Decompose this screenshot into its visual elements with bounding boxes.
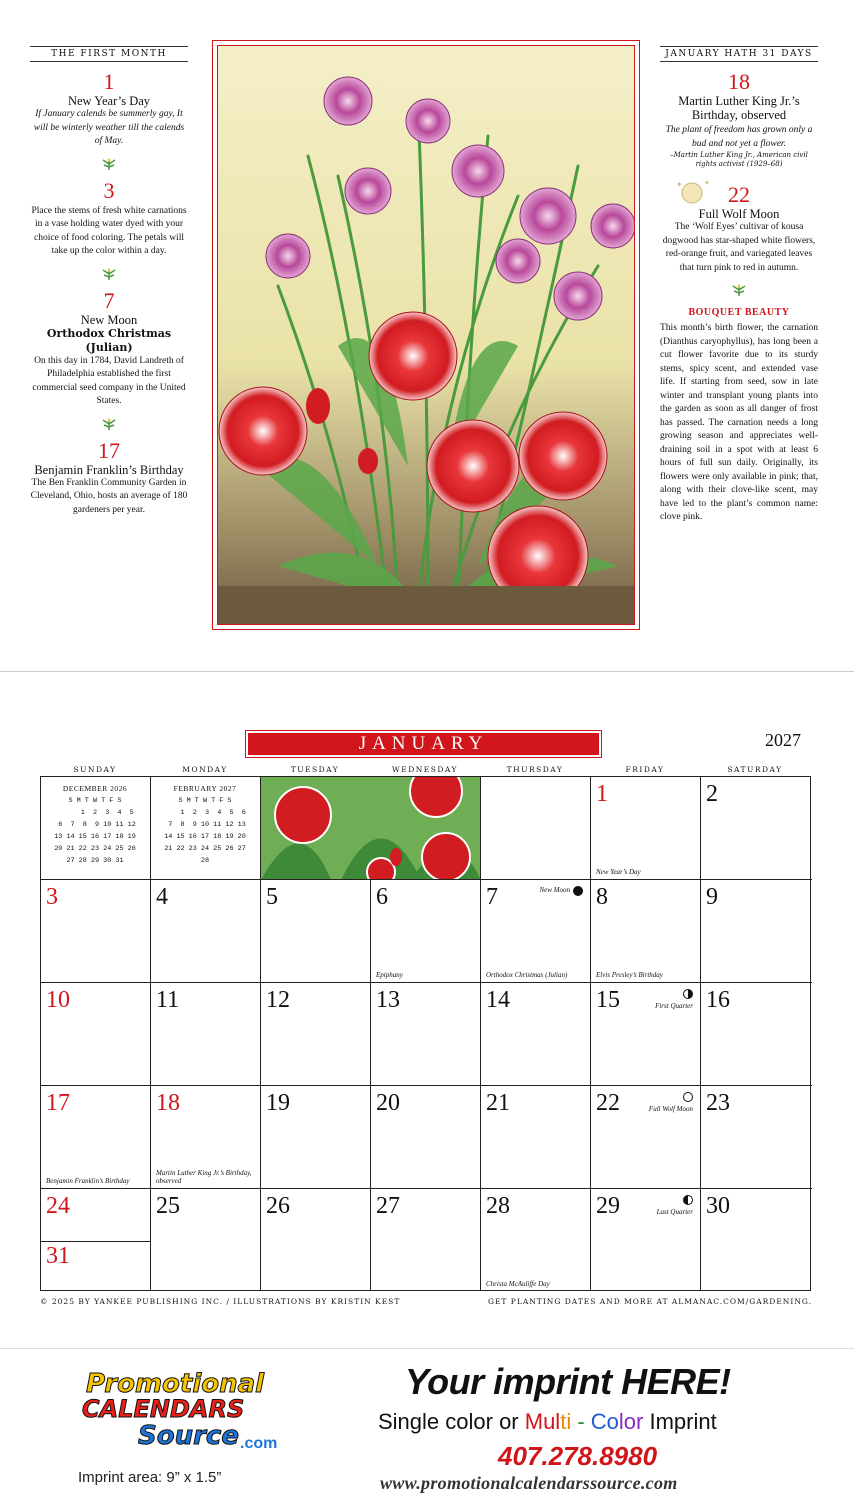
weekday-sunday: SUNDAY (73, 765, 117, 774)
right-entries (660, 70, 818, 525)
entry-body: If January calends be summerly gay, It will be winterly weather till the calends of May. (33, 109, 185, 146)
day-cell-28[interactable] (481, 1189, 591, 1291)
moon-stars-icon (672, 177, 712, 207)
day-cell-11[interactable] (151, 983, 261, 1086)
day-cell-17[interactable] (41, 1086, 151, 1189)
weekday-tuesday: TUESDAY (290, 765, 340, 774)
day-number: 30 (706, 1193, 730, 1219)
sprig-icon (98, 157, 120, 171)
calendar-grid (40, 776, 811, 1291)
day-cell-15[interactable] (591, 983, 701, 1086)
day-cell-2[interactable] (701, 777, 812, 880)
day-cell-14[interactable] (481, 983, 591, 1086)
day-number: 10 (46, 987, 70, 1013)
entry-title: Benjamin Franklin’s Birthday (34, 462, 184, 477)
entry-body: The plant of freedom has grown only a bud and not yet a flower. (665, 125, 813, 149)
day-number: 27 (376, 1193, 400, 1219)
carnation-flowers-image (218, 46, 635, 625)
cell-prev-month (41, 777, 151, 880)
entry-title: New Moon (80, 312, 138, 327)
minical-week: 20 21 22 23 24 25 26 (54, 845, 136, 853)
sprig-icon (98, 417, 120, 431)
day-cell-18[interactable] (151, 1086, 261, 1189)
moon-phase-label: Full Wolf Moon (648, 1105, 693, 1113)
day-cell-29[interactable] (591, 1189, 701, 1291)
imprint-area-size: Imprint area: 9” x 1.5” (78, 1469, 222, 1486)
day-number: 14 (486, 987, 510, 1013)
day-cell-13[interactable] (371, 983, 481, 1086)
multi-color-text: Multi - Color (524, 1409, 644, 1434)
entry-17 (30, 439, 188, 518)
minical-weekdays: S M T W T F S (178, 797, 232, 805)
entry-title: New Year’s Day (67, 94, 151, 108)
day-number: 5 (266, 884, 278, 910)
sprig-icon (98, 267, 120, 281)
day-cell-16[interactable] (701, 983, 812, 1086)
day-number: 3 (46, 884, 58, 910)
day-number: 4 (156, 884, 168, 910)
day-number: 19 (266, 1090, 290, 1116)
moon-phase-first-icon (683, 989, 693, 999)
day-number: 21 (486, 1090, 510, 1116)
day-number: 17 (46, 1090, 70, 1116)
footer-link-text: GET PLANTING DATES AND MORE AT ALMANAC.COM/GARDENING. (487, 1297, 812, 1306)
minical-week: 13 14 15 16 17 18 19 (54, 833, 136, 841)
weekday-monday: MONDAY (182, 765, 228, 774)
day-event-note: Orthodox Christmas (Julian) (486, 971, 568, 979)
promotional-calendars-source-logo: Promotional CALENDARS Source .com (82, 1369, 278, 1452)
weekday-friday: FRIDAY (625, 765, 665, 774)
moon-phase-label: New Moon (539, 886, 570, 894)
day-number: 8 (596, 884, 608, 910)
month-banner (245, 730, 602, 758)
imprint-title: Your imprint HERE! (405, 1361, 731, 1402)
website-link[interactable]: www.promotionalcalendarssource.com (380, 1473, 678, 1493)
minical-december (47, 783, 143, 867)
day-number: 26 (266, 1193, 290, 1219)
minical-week: 1 2 3 4 5 6 (164, 809, 246, 817)
day-number: 15 (596, 987, 620, 1013)
entry-day-number: 7 (103, 287, 115, 313)
split-divider (41, 1241, 150, 1242)
day-cell-empty (481, 777, 591, 880)
quote-citation: –Martin Luther King Jr., American civil rights activist (1929–68) (670, 151, 808, 168)
day-number: 2 (706, 781, 718, 807)
imprint-area (0, 1348, 854, 1500)
entry-7 (30, 289, 188, 409)
entry-day-number: 17 (98, 437, 120, 463)
minical-week: 28 (200, 857, 210, 865)
day-cell-6[interactable] (371, 880, 481, 983)
phone-number[interactable]: 407.278.8980 (498, 1441, 658, 1471)
sprig-icon (728, 283, 750, 297)
entry-body: On this day in 1784, David Landreth of Philadelphia established the first commercial seed company in the United States. (32, 355, 186, 406)
day-number: 16 (706, 987, 730, 1013)
entry-title: Martin Luther King Jr.’s Birthday, observed (678, 94, 800, 122)
day-number: 7 (486, 884, 498, 910)
cell-next-month (151, 777, 261, 880)
minical-week: 1 2 3 4 5 (56, 809, 134, 817)
left-section-header: THE FIRST MONTH (30, 46, 188, 62)
day-cell-7[interactable] (481, 880, 591, 983)
entry-title: Full Wolf Moon (698, 207, 780, 221)
day-number: 22 (596, 1090, 620, 1116)
day-event-note: New Year’s Day (596, 868, 641, 876)
svg-text:✦: ✦ (704, 179, 710, 187)
day-cell-10[interactable] (41, 983, 151, 1086)
day-cell-23[interactable] (701, 1086, 812, 1189)
minical-weekdays: S M T W T F S (68, 797, 122, 805)
day-cell-9[interactable] (701, 880, 812, 983)
day-cell-5[interactable] (261, 880, 371, 983)
minical-february (157, 783, 253, 867)
minical-title: DECEMBER 2026 (62, 784, 128, 793)
day-number: 25 (156, 1193, 180, 1219)
entry-22 (660, 179, 818, 275)
minical-week: 7 8 9 10 11 12 13 (164, 821, 246, 829)
day-event-note: Christa McAuliffe Day (486, 1280, 550, 1288)
day-cell-12[interactable] (261, 983, 371, 1086)
minical-week: 6 7 8 9 10 11 12 (54, 821, 136, 829)
day-cell-8[interactable] (591, 880, 701, 983)
right-section-header: JANUARY HATH 31 DAYS (660, 46, 818, 62)
day-cell-3[interactable] (41, 880, 151, 983)
day-cell-27[interactable] (371, 1189, 481, 1291)
weekday-wednesday: WEDNESDAY (392, 765, 458, 774)
month-title: JANUARY (248, 733, 599, 755)
day-event-note: Elvis Presley’s Birthday (596, 971, 663, 979)
day-number: 23 (706, 1090, 730, 1116)
day-number: 11 (156, 987, 180, 1013)
day-cell-24[interactable] (41, 1189, 151, 1291)
entry-body: The ‘Wolf Eyes’ cultivar of kousa dogwood has star-shaped white flowers, red-orange fruit, and variegated leaves that turn pink to red in autumn. (662, 222, 816, 273)
day-number: 24 (46, 1193, 70, 1219)
day-number: 31 (46, 1243, 70, 1269)
weekday-thursday: THURSDAY (506, 765, 564, 774)
entry-title: Orthodox Christmas (Julian) (46, 326, 172, 354)
entry-day-number: 3 (103, 177, 115, 203)
day-number: 9 (706, 884, 718, 910)
day-cell-30[interactable] (701, 1189, 812, 1291)
imprint-subtitle: Single color or Multi - Color Imprint (378, 1409, 717, 1434)
day-cell-21[interactable] (481, 1086, 591, 1189)
left-entries (30, 70, 188, 517)
moon-phase-new-icon (573, 886, 583, 896)
cell-illustration (261, 777, 481, 880)
day-number: 20 (376, 1090, 400, 1116)
svg-text:✦: ✦ (676, 180, 683, 189)
minical-title: FEBRUARY 2027 (173, 784, 237, 793)
day-cell-25[interactable] (151, 1189, 261, 1291)
day-number: 12 (266, 987, 290, 1013)
day-cell-26[interactable] (261, 1189, 371, 1291)
calendar-page (0, 672, 854, 1348)
day-number: 1 (596, 781, 608, 807)
carnation-strip-image (261, 777, 481, 880)
entry-body: Place the stems of fresh white carnations in a vase holding water dyed with your choice of food coloring. The petals will take up the color within a day. (31, 205, 187, 256)
weekday-saturday: SATURDAY (727, 765, 783, 774)
day-number: 28 (486, 1193, 510, 1219)
day-cell-1[interactable] (591, 777, 701, 880)
entry-day-number: 18 (728, 69, 750, 94)
almanac-page (0, 0, 854, 672)
moon-phase-label: First Quarter (655, 1002, 693, 1010)
day-cell-19[interactable] (261, 1086, 371, 1189)
carnation-illustration (212, 40, 640, 630)
entry-day-number: 1 (103, 69, 115, 94)
feature-title: BOUQUET BEAUTY (688, 307, 790, 318)
day-number: 6 (376, 884, 388, 910)
entry-18 (660, 70, 818, 169)
minical-week: 14 15 16 17 18 19 20 (164, 833, 246, 841)
day-number: 18 (156, 1090, 180, 1116)
moon-phase-last-icon (683, 1195, 693, 1205)
minical-week: 21 22 23 24 25 26 27 (164, 845, 246, 853)
entry-day-number: 22 (728, 182, 750, 207)
entry-3 (30, 179, 188, 259)
day-event-note: Benjamin Franklin’s Birthday (46, 1177, 130, 1185)
moon-phase-label: Last Quarter (656, 1208, 693, 1216)
entry-body: The Ben Franklin Community Garden in Cleveland, Ohio, hosts an average of 180 gardeners per year. (30, 477, 188, 515)
day-cell-4[interactable] (151, 880, 261, 983)
day-cell-20[interactable] (371, 1086, 481, 1189)
day-cell-22[interactable] (591, 1086, 701, 1189)
day-number: 29 (596, 1193, 620, 1219)
copyright: © 2025 BY YANKEE PUBLISHING INC. / ILLUSTRATIONS BY KRISTIN KEST (40, 1297, 401, 1306)
day-event-note: Martin Luther King Jr.’s Birthday, observed (156, 1169, 252, 1185)
year-label: 2027 (765, 730, 801, 750)
entry-1 (30, 70, 188, 149)
day-number: 13 (376, 987, 400, 1013)
day-event-note: Epiphany (376, 971, 403, 979)
minical-week: 27 28 29 30 31 (66, 857, 124, 865)
moon-phase-full-icon (683, 1092, 693, 1102)
feature-body: This month’s birth flower, the carnation (Dianthus caryophyllus), has long been a cut flower favorite due to its sturdy stems, spicy scent, and extended vase life. If starting from seed, sow in late winter and transplant young plants into the garden as soon as all danger of frost has passed. The carnation needs a long growing season and appreciates well-draining soil in a spot with at least 6 hours of full sun daily. Originally, its flowers were only available in pink; that, along with their clove-like scent, may have led to the plant’s common name: clove pink. (660, 323, 818, 522)
